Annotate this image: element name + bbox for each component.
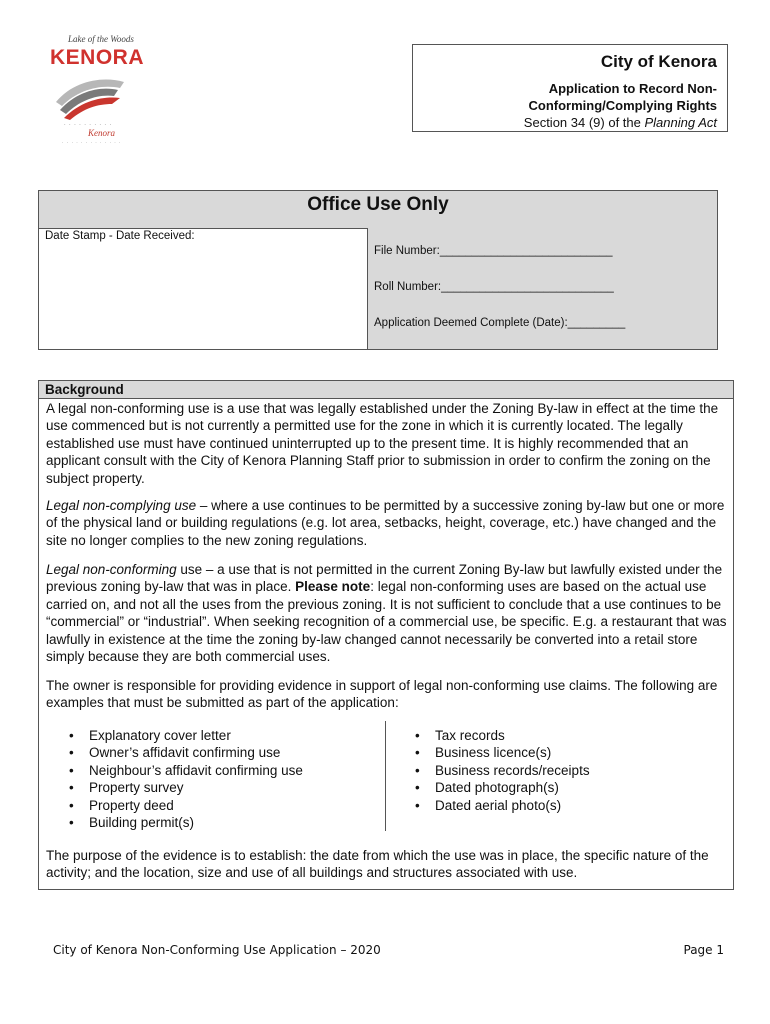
date-stamp-cell: [39, 228, 368, 349]
date-stamp-label: Date Stamp - Date Received:: [45, 230, 195, 242]
paragraph-3: [46, 561, 728, 665]
file-number-field[interactable]: File Number:___________________________: [374, 245, 613, 257]
paragraph-3-text2: : legal non-conforming uses are based on the actual use carried on, and not all the uses from the previous zoning. It is not sufficient to conclude that a use continues to be “commercial” or “industrial”. When seeking recognition of a commercial use, be specific. E.g. a restaurant that was lawfully in existence at the time the zoning by-law changed cannot necessarily be converted into a retail store simply because they are both commercial uses.: [46, 579, 727, 665]
list-item: • Business licence(s): [413, 744, 590, 761]
list-item: • Dated aerial photo(s): [413, 797, 590, 814]
please-note-label: Please note: [295, 579, 371, 595]
office-use-title: Office Use Only: [39, 191, 717, 229]
list-item: • Dated photograph(s): [413, 779, 590, 796]
logo-tagline: Lake of the Woods: [68, 34, 134, 44]
list-item: • Property deed: [67, 797, 303, 814]
background-section: [38, 380, 734, 890]
header-section: [413, 114, 717, 132]
list-item: • Property survey: [67, 779, 303, 796]
logo-wordmark: KENORA: [50, 46, 145, 69]
logo-subline: Kenora: [88, 128, 115, 138]
list-divider: [385, 721, 386, 831]
evidence-list-left: [67, 727, 303, 831]
paragraph-4: The owner is responsible for providing evidence in support of legal non-conforming use claims. The following are examples that must be submitted as part of the application:: [46, 678, 718, 711]
header-section-prefix: Section 34 (9) of the: [523, 115, 645, 130]
header-city: City of Kenora: [600, 52, 717, 71]
paragraph-2-text: – where a use continues to be permitted by a successive zoning by-law but one or more of the physical land or building regulations (e.g. lot area, setbacks, height, coverage, etc.) have changed and the site no longer complies to the new zoning regulations.: [46, 498, 725, 548]
list-item: • Tax records: [413, 727, 590, 744]
office-fields-cell: [368, 228, 717, 349]
deemed-complete-field[interactable]: Application Deemed Complete (Date):_________: [374, 317, 626, 329]
paragraph-1: A legal non-conforming use is a use that was legally established under the Zoning By-law in effect at the time the use commenced but is not currently a permitted use for the zone in which it is currently located. The legally established use must have continued uninterrupted up to the present time. It is highly recommended that an applicant consult with the City of Kenora Planning Staff prior to submission in order to confirm the zoning on the subject property.: [46, 401, 719, 486]
list-item: • Business records/receipts: [413, 762, 590, 779]
logo-swoosh-icon: [54, 72, 126, 120]
list-item: • Building permit(s): [67, 814, 303, 831]
paragraph-2: [46, 497, 728, 549]
paragraph-3-text1: use – a use that is not permitted in the current Zoning By-law but lawfully existed under the previous zoning by-law that was in place.: [46, 562, 723, 595]
background-heading: Background: [39, 381, 733, 399]
footer-title: City of Kenora Non-Conforming Use Application – 2020: [53, 943, 381, 957]
list-item: • Owner’s affidavit confirming use: [67, 744, 303, 761]
roll-number-field[interactable]: Roll Number:___________________________: [374, 281, 614, 293]
list-item: • Explanatory cover letter: [67, 727, 303, 744]
page-number: Page 1: [683, 943, 724, 957]
term-non-complying: Legal non-complying use: [46, 498, 197, 513]
logo-subline-small: · · · · · · · · · ·: [64, 122, 113, 128]
list-item: • Neighbour’s affidavit confirming use: [67, 762, 303, 779]
header-app-line1: Application to Record Non-: [548, 81, 717, 96]
header-box: [412, 44, 728, 132]
evidence-list-right: [413, 727, 590, 814]
header-app-line2: Conforming/Complying Rights: [528, 98, 717, 113]
logo-subline-tiny: · · · · · · · · · · · · ·: [62, 140, 122, 145]
term-non-conforming: Legal non-conforming: [46, 562, 177, 577]
paragraph-5: The purpose of the evidence is to establish: the date from which the use was in place, the specific nature of the activity; and the location, size and use of all buildings and structures associated with use.: [46, 848, 709, 881]
office-use-box: [38, 190, 718, 350]
city-logo: [50, 34, 150, 146]
header-section-act: Planning Act: [644, 115, 717, 130]
